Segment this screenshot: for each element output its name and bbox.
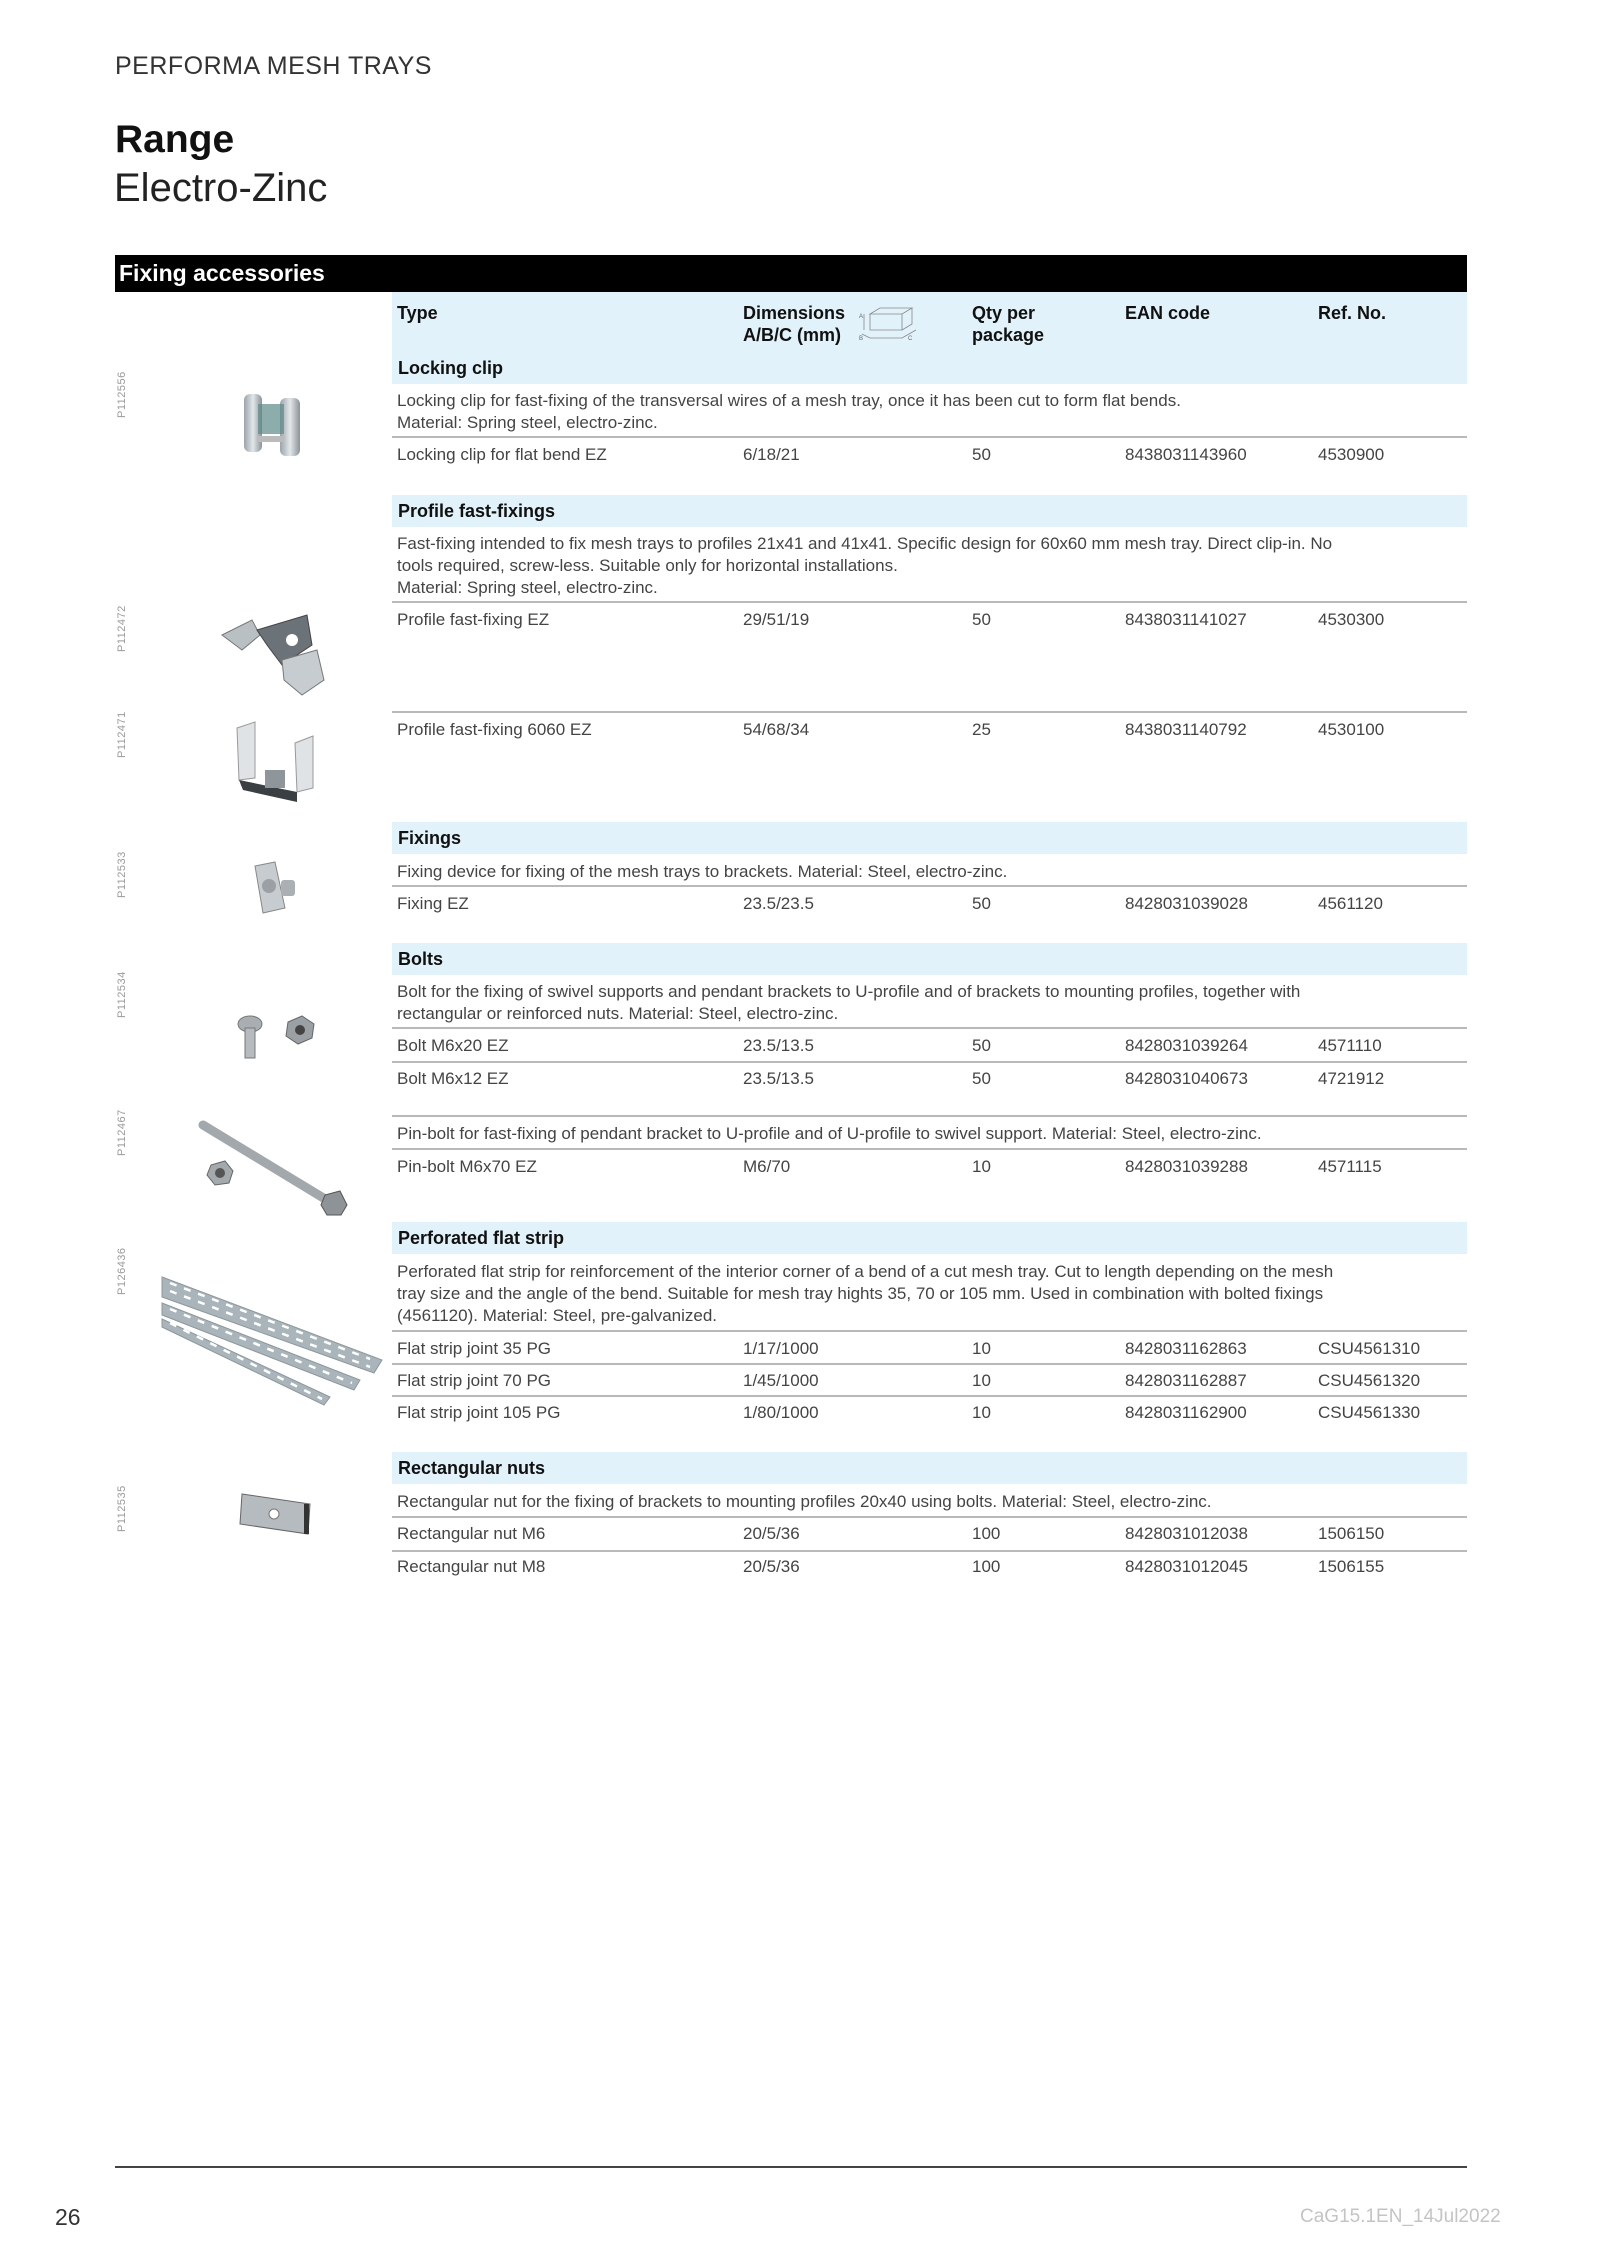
row-divider: [392, 1148, 1467, 1150]
cell-dimensions: 1/17/1000: [743, 1339, 819, 1358]
document-code: CaG15.1EN_14Jul2022: [1300, 2206, 1501, 2227]
cell-qty: 50: [972, 610, 991, 629]
cell-ean: 8428031039288: [1125, 1157, 1248, 1176]
document-section-title: PERFORMA MESH TRAYS: [115, 52, 432, 80]
cell-ref: 4571115: [1318, 1157, 1382, 1176]
bolt-image: [228, 1010, 323, 1070]
cell-ref: 1506155: [1318, 1557, 1385, 1576]
col-header-type: Type: [397, 303, 438, 323]
cell-dimensions: 54/68/34: [743, 720, 810, 739]
cell-ean: 8428031012038: [1125, 1524, 1248, 1543]
cell-ref: 4571110: [1318, 1036, 1382, 1055]
description-line: Fixing device for fixing of the mesh trays to brackets. Material: Steel, electro-zinc.: [397, 862, 1008, 881]
cell-type: Fixing EZ: [397, 894, 469, 913]
cell-type: Locking clip for flat bend EZ: [397, 445, 607, 464]
col-header-dimensions-unit: A/B/C (mm): [743, 325, 841, 345]
table-row: [397, 1403, 1467, 1427]
section-name: Profile fast-fixings: [398, 501, 556, 521]
cell-qty: 50: [972, 1069, 991, 1088]
dim-label-c: C: [908, 336, 913, 342]
table-row: [397, 1157, 1467, 1181]
row-divider: [392, 1363, 1467, 1365]
cell-ean: 8428031040673: [1125, 1069, 1248, 1088]
description-line: Bolt for the fixing of swivel supports and pendant brackets to U-profile and of brackets to mounting profiles, together with: [397, 982, 1301, 1001]
cell-type: Rectangular nut M6: [397, 1524, 546, 1543]
dim-label-a: A: [859, 314, 864, 320]
photo-code: P112556: [116, 371, 128, 418]
table-row: [397, 1524, 1467, 1548]
cell-type: Bolt M6x20 EZ: [397, 1036, 509, 1055]
description-line: Material: Spring steel, electro-zinc.: [397, 413, 658, 432]
table-row: [397, 1069, 1467, 1093]
row-divider: [392, 601, 1467, 603]
cell-ref: CSU4561320: [1318, 1371, 1421, 1390]
col-header-dimensions: [743, 302, 845, 346]
row-divider: [392, 1115, 1467, 1117]
cell-dimensions: 23.5/13.5: [743, 1069, 814, 1088]
cell-type: Profile fast-fixing EZ: [397, 610, 550, 629]
cell-dimensions: 29/51/19: [743, 610, 810, 629]
description-line: Fast-fixing intended to fix mesh trays to profiles 21x41 and 41x41. Specific design for 60x60 mm mesh tray. Direct clip-in. No: [397, 534, 1333, 553]
section-name: Bolts: [398, 949, 443, 969]
cell-ean: 8428031039028: [1125, 894, 1248, 913]
table-row: [397, 610, 1467, 634]
table-row: [397, 1036, 1467, 1060]
row-divider: [392, 1330, 1467, 1332]
cell-ean: 8428031162887: [1125, 1371, 1247, 1390]
pin-bolt-image: [195, 1115, 355, 1220]
section-name: Fixings: [398, 828, 462, 848]
cell-qty: 10: [972, 1371, 991, 1390]
table-row: [397, 1371, 1467, 1395]
cell-type: Flat strip joint 35 PG: [397, 1339, 552, 1358]
cell-qty: 25: [972, 720, 991, 739]
cell-dimensions: 20/5/36: [743, 1524, 800, 1543]
section-description: [397, 1261, 1467, 1327]
profile-fast-fixing-6060-image: [225, 718, 325, 813]
section-description: [397, 390, 1467, 434]
cell-ean: 8438031143960: [1125, 445, 1247, 464]
section-band-rectangular-nuts: [392, 1452, 1467, 1484]
description-line: tray size and the angle of the bend. Suitable for mesh tray hights 35, 70 or 105 mm. Used in combination with bolted fixings: [397, 1284, 1324, 1303]
cell-type: Bolt M6x12 EZ: [397, 1069, 509, 1088]
cell-ean: 8428031012045: [1125, 1557, 1248, 1576]
cell-ref: CSU4561310: [1318, 1339, 1421, 1358]
cell-ean: 8438031140792: [1125, 720, 1247, 739]
cell-dimensions: M6/70: [743, 1157, 791, 1176]
photo-code: P112472: [116, 605, 128, 652]
description-line: Perforated flat strip for reinforcement of the interior corner of a bend of a cut mesh tray. Cut to length depending on the mesh: [397, 1262, 1334, 1281]
section-name: Perforated flat strip: [398, 1228, 565, 1248]
col-header-ean: EAN code: [1125, 303, 1211, 323]
cell-dimensions: 23.5/13.5: [743, 1036, 814, 1055]
row-divider: [392, 1550, 1467, 1552]
table-row: [397, 1339, 1467, 1363]
dimension-box-icon: [858, 306, 928, 342]
cell-dimensions: 6/18/21: [743, 445, 800, 464]
page-title: Range: [115, 118, 235, 161]
row-divider: [392, 1395, 1467, 1397]
photo-code: P126436: [116, 1247, 128, 1295]
section-description: [397, 1123, 1467, 1145]
cell-ref: 4561120: [1318, 894, 1383, 913]
cell-type: Rectangular nut M8: [397, 1557, 546, 1576]
perforated-flat-strip-image: [160, 1275, 385, 1410]
section-name: Locking clip: [398, 358, 504, 378]
row-divider: [392, 1027, 1467, 1029]
page-number: 26: [55, 2204, 81, 2230]
cell-type: Flat strip joint 70 PG: [397, 1371, 552, 1390]
cell-ean: 8438031141027: [1125, 610, 1247, 629]
col-header-qty-line1: Qty per: [972, 303, 1036, 323]
profile-fast-fixing-image: [212, 605, 337, 705]
row-divider: [392, 711, 1467, 713]
description-line: Locking clip for fast-fixing of the transversal wires of a mesh tray, once it has been cut to form flat bends.: [397, 391, 1181, 410]
photo-code: P112535: [116, 1485, 128, 1532]
cell-type: Pin-bolt M6x70 EZ: [397, 1157, 537, 1176]
photo-code: P112471: [116, 711, 128, 758]
cell-qty: 100: [972, 1524, 1001, 1543]
section-band-profile-fast-fixings: [392, 495, 1467, 527]
section-description: [397, 861, 1467, 883]
section-name: Rectangular nuts: [398, 1458, 546, 1478]
row-divider: [392, 436, 1467, 438]
cell-ref: 4530900: [1318, 445, 1385, 464]
cell-ref: 1506150: [1318, 1524, 1385, 1543]
cell-dimensions: 23.5/23.5: [743, 894, 814, 913]
table-row: [397, 720, 1467, 744]
row-divider: [392, 885, 1467, 887]
description-line: (4561120). Material: Steel, pre-galvanized.: [397, 1306, 718, 1325]
cell-ref: 4721912: [1318, 1069, 1385, 1088]
section-band-fixings: [392, 822, 1467, 854]
cell-qty: 50: [972, 894, 991, 913]
section-description: [397, 533, 1467, 599]
cell-qty: 50: [972, 1036, 991, 1055]
section-band-perforated-flat-strip: [392, 1222, 1467, 1254]
row-divider: [392, 1516, 1467, 1518]
cell-dimensions: 20/5/36: [743, 1557, 800, 1576]
footer-divider: [115, 2166, 1467, 2168]
row-divider: [392, 1061, 1467, 1063]
photo-code: P112534: [116, 971, 128, 1018]
cell-ean: 8428031039264: [1125, 1036, 1248, 1055]
section-band-locking-clip: [392, 352, 1467, 384]
table-row: [397, 1557, 1467, 1581]
cell-type: Flat strip joint 105 PG: [397, 1403, 561, 1422]
description-line: tools required, screw-less. Suitable only for horizontal installations.: [397, 556, 898, 575]
table-title-bar: [115, 255, 1467, 292]
description-line: Rectangular nut for the fixing of brackets to mounting profiles 20x40 using bolts. Material: Steel, electro-zinc.: [397, 1492, 1212, 1511]
description-line: Pin-bolt for fast-fixing of pendant bracket to U-profile and of U-profile to swivel support. Material: Steel, electro-zinc.: [397, 1124, 1262, 1143]
fixing-image: [245, 858, 305, 918]
cell-dimensions: 1/80/1000: [743, 1403, 819, 1422]
description-line: Material: Spring steel, electro-zinc.: [397, 578, 658, 597]
table-title: Fixing accessories: [119, 260, 325, 286]
cell-dimensions: 1/45/1000: [743, 1371, 819, 1390]
col-header-ref: Ref. No.: [1318, 303, 1387, 323]
cell-qty: 10: [972, 1339, 991, 1358]
cell-ref: CSU4561330: [1318, 1403, 1421, 1422]
cell-ref: 4530100: [1318, 720, 1385, 739]
table-row: [397, 445, 1467, 469]
col-header-qty-line2: package: [972, 325, 1045, 345]
locking-clip-image: [238, 390, 308, 460]
cell-ref: 4530300: [1318, 610, 1385, 629]
col-header-dimensions-label: Dimensions: [743, 303, 846, 323]
cell-qty: 10: [972, 1403, 991, 1422]
cell-qty: 10: [972, 1157, 991, 1176]
cell-type: Profile fast-fixing 6060 EZ: [397, 720, 592, 739]
col-header-qty: [972, 302, 1044, 346]
section-description: [397, 1491, 1467, 1513]
photo-code: P112467: [116, 1109, 128, 1156]
section-band-bolts: [392, 943, 1467, 975]
cell-qty: 100: [972, 1557, 1001, 1576]
table-row: [397, 894, 1467, 918]
photo-code: P112533: [116, 851, 128, 898]
page-subtitle: Electro-Zinc: [114, 166, 328, 210]
cell-qty: 50: [972, 445, 991, 464]
section-description: [397, 981, 1467, 1025]
dim-label-b: B: [859, 336, 864, 342]
description-line: rectangular or reinforced nuts. Material: Steel, electro-zinc.: [397, 1004, 839, 1023]
rectangular-nut-image: [238, 1490, 318, 1545]
cell-ean: 8428031162863: [1125, 1339, 1247, 1358]
cell-ean: 8428031162900: [1125, 1403, 1247, 1422]
